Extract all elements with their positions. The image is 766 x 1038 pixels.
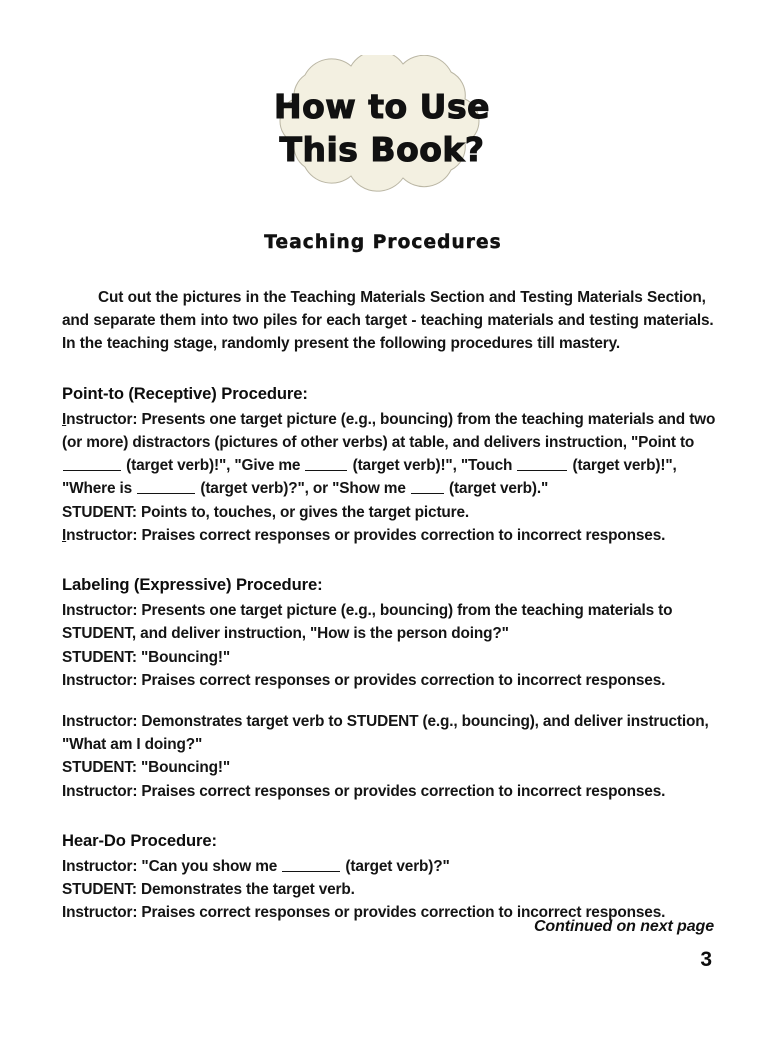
section-point-to (62, 382, 717, 547)
section-heading-labeling: Labeling (Expressive) Procedure: (62, 575, 323, 595)
intro-paragraph: Cut out the pictures in the Teaching Materials Section and Testing Materials Section, and separate them into two piles for each target - teaching materials and testing materials. In the teaching stage, randomly present the following procedures till mastery. (62, 289, 714, 353)
page-number: 3 (700, 948, 712, 971)
underlined-initial: I (62, 526, 67, 544)
labeling-b-student-line: STUDENT: "Bouncing!" (62, 759, 231, 777)
blank-line (517, 470, 567, 471)
title-line-2: This Book? (279, 130, 485, 169)
document-body (62, 286, 717, 943)
point-to-instructor-line-2: Instructor: Praises correct responses or provides correction to incorrect responses. (62, 526, 666, 544)
underlined-initial: I (62, 410, 67, 428)
hear-do-instructor-line-2: Instructor: Praises correct responses or provides correction to incorrect responses. (62, 904, 666, 922)
blank-line (411, 493, 444, 494)
labeling-block-a (62, 599, 717, 692)
blank-line (63, 470, 121, 471)
hear-do-instructor-line-1: Instructor: "Can you show me (target verb)?" (62, 858, 450, 876)
point-to-instructor-line-1: Instructor: Presents one target picture (e.g., bouncing) from the teaching materials and two (or more) distractors (pictures of other verbs) at table, and delivers instruction, "Point to (target verb)!", "Give me (target verb)!", "Touch (target verb)!", "Where is (target verb)?", or "Show me (target verb)." (62, 410, 716, 498)
labeling-b-instructor-line-2: Instructor: Praises correct responses or provides correction to incorrect responses. (62, 782, 666, 800)
section-hear-do (62, 829, 717, 925)
blank-line (137, 493, 195, 494)
labeling-a-instructor-line-2: Instructor: Praises correct responses or provides correction to incorrect responses. (62, 671, 666, 689)
hear-do-student-line: STUDENT: Demonstrates the target verb. (62, 881, 355, 899)
page-subtitle: Teaching Procedures (264, 232, 502, 253)
title-line-1: How to Use (273, 87, 491, 126)
page-title (232, 85, 532, 171)
labeling-b-instructor-line-1: Instructor: Demonstrates target verb to STUDENT (e.g., bouncing), and deliver instruction, "What am I doing?" (62, 713, 709, 754)
section-heading-point-to: Point-to (Receptive) Procedure: (62, 383, 308, 403)
title-cloud (232, 55, 532, 211)
section-labeling (62, 573, 717, 803)
section-heading-hear-do: Hear-Do Procedure: (62, 830, 217, 850)
labeling-block-b (62, 710, 717, 803)
labeling-a-student-line: STUDENT: "Bouncing!" (62, 648, 231, 666)
point-to-student-line: STUDENT: Points to, touches, or gives the target picture. (62, 503, 470, 521)
blank-line (305, 470, 347, 471)
continued-note: Continued on next page (533, 918, 714, 935)
blank-line (282, 871, 340, 872)
labeling-a-instructor-line-1: Instructor: Presents one target picture (e.g., bouncing) from the teaching materials to STUDENT, and deliver instruction, "How is the person doing?" (62, 602, 673, 643)
